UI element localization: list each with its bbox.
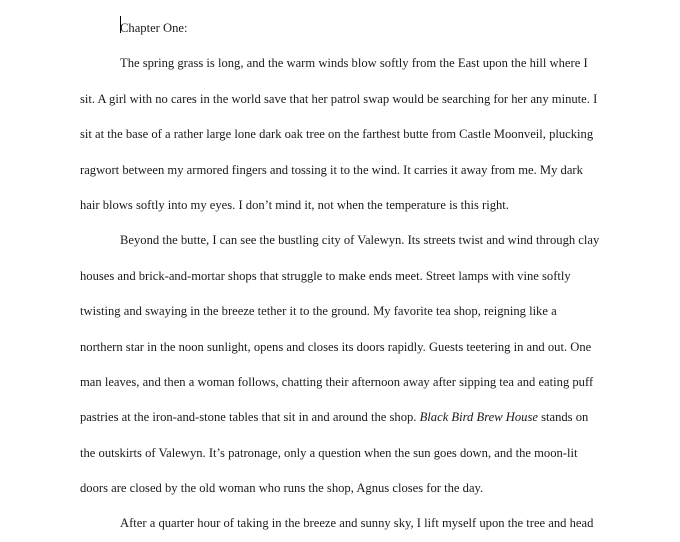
paragraph-2-line-1: Beyond the butte, I can see the bustling city of Valewyn. Its streets twist and wind through clay xyxy=(120,233,600,248)
line-text-after: stands on xyxy=(537,410,589,425)
paragraph-2-line-3: twisting and swaying in the breeze tether it to the ground. My favorite tea shop, reigning like a xyxy=(80,304,557,319)
paragraph-1-line-1: The spring grass is long, and the warm winds blow softly from the East upon the hill where I xyxy=(120,56,588,71)
paragraph-1-line-2: sit. A girl with no cares in the world save that her patrol swap would be searching for her any minute. I xyxy=(80,91,598,106)
paragraph-1-line-5: hair blows softly into my eyes. I don’t mind it, not when the temperature is this right. xyxy=(80,197,509,212)
paragraph-2-line-6 xyxy=(80,400,600,435)
paragraph-2-line-8: doors are closed by the old woman who runs the shop, Agnus closes for the day. xyxy=(80,481,484,496)
paragraph-1-line-4: ragwort between my armored fingers and tossing it to the wind. It carries it away from me. My dark xyxy=(80,162,583,177)
document-body[interactable] xyxy=(80,11,600,542)
paragraph-1-line-3: sit at the base of a rather large lone dark oak tree on the farthest butte from Castle Moonveil, plucking xyxy=(80,127,594,142)
paragraph-2-line-4: northern star in the noon sunlight, opens and closes its doors rapidly. Guests teetering in and out. One xyxy=(80,339,592,354)
chapter-heading: Chapter One: xyxy=(120,21,188,35)
paragraph-3-line-1: After a quarter hour of taking in the breeze and sunny sky, I lift myself upon the tree and head xyxy=(120,516,594,531)
paragraph-2-line-5: man leaves, and then a woman follows, chatting their afternoon away after sipping tea and eating puff xyxy=(80,374,594,389)
line-text-before: pastries at the iron-and-stone tables that sit in and around the shop. xyxy=(80,410,420,425)
paragraph-2-line-7: the outskirts of Valewyn. It’s patronage, only a question when the sun goes down, and the moon-lit xyxy=(80,445,578,460)
paragraph-2-line-2: houses and brick-and-mortar shops that struggle to make ends meet. Street lamps with vine softly xyxy=(80,268,571,283)
shop-name-italic: Black Bird Brew House xyxy=(419,410,538,425)
